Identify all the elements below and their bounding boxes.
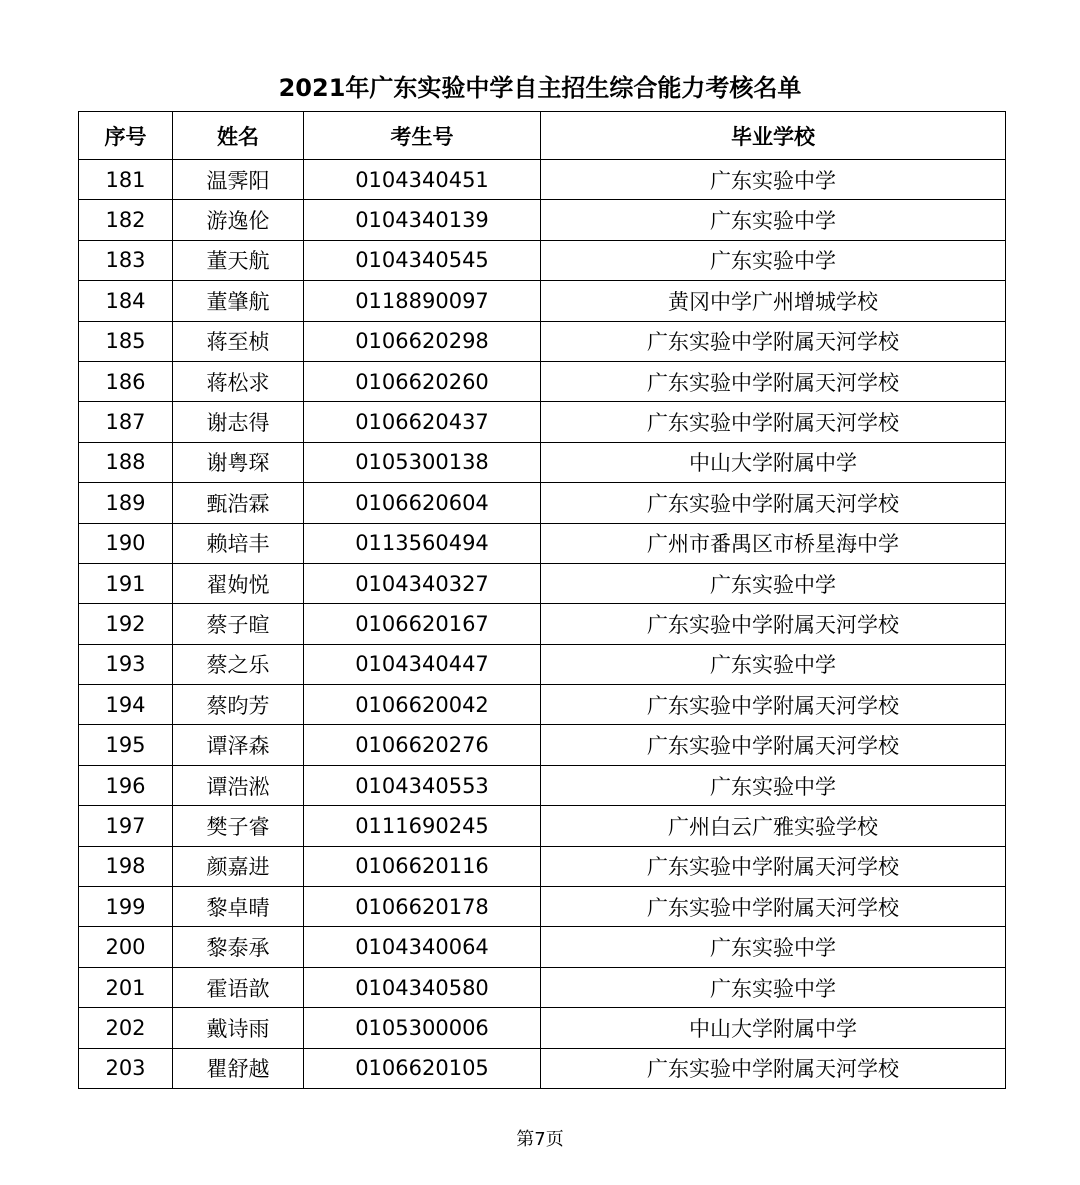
cell-seq: 193 bbox=[79, 644, 173, 684]
cell-exam-id: 0105300138 bbox=[304, 442, 541, 482]
cell-school: 广东实验中学 bbox=[541, 240, 1006, 280]
cell-name: 董天航 bbox=[173, 240, 304, 280]
cell-name: 瞿舒越 bbox=[173, 1048, 304, 1088]
table-row bbox=[79, 685, 1006, 725]
table-row bbox=[79, 402, 1006, 442]
table-row bbox=[79, 604, 1006, 644]
cell-seq: 188 bbox=[79, 442, 173, 482]
cell-exam-id: 0106620260 bbox=[304, 361, 541, 401]
table-row bbox=[79, 563, 1006, 603]
candidate-table bbox=[78, 111, 1006, 1089]
cell-name: 谭浩淞 bbox=[173, 765, 304, 805]
cell-seq: 182 bbox=[79, 200, 173, 240]
table-header-row bbox=[79, 112, 1006, 160]
cell-seq: 185 bbox=[79, 321, 173, 361]
cell-school: 广东实验中学附属天河学校 bbox=[541, 1048, 1006, 1088]
cell-seq: 203 bbox=[79, 1048, 173, 1088]
cell-exam-id: 0104340447 bbox=[304, 644, 541, 684]
cell-school: 广州市番禺区市桥星海中学 bbox=[541, 523, 1006, 563]
cell-seq: 192 bbox=[79, 604, 173, 644]
table-row bbox=[79, 240, 1006, 280]
cell-school: 黄冈中学广州增城学校 bbox=[541, 281, 1006, 321]
cell-exam-id: 0106620437 bbox=[304, 402, 541, 442]
cell-seq: 183 bbox=[79, 240, 173, 280]
cell-seq: 199 bbox=[79, 887, 173, 927]
table-row bbox=[79, 927, 1006, 967]
cell-name: 蒋松求 bbox=[173, 361, 304, 401]
cell-name: 蔡子暄 bbox=[173, 604, 304, 644]
cell-exam-id: 0104340545 bbox=[304, 240, 541, 280]
cell-school: 中山大学附属中学 bbox=[541, 442, 1006, 482]
cell-school: 广东实验中学附属天河学校 bbox=[541, 725, 1006, 765]
cell-school: 广东实验中学附属天河学校 bbox=[541, 685, 1006, 725]
cell-exam-id: 0104340553 bbox=[304, 765, 541, 805]
cell-exam-id: 0111690245 bbox=[304, 806, 541, 846]
table-row bbox=[79, 281, 1006, 321]
cell-exam-id: 0105300006 bbox=[304, 1008, 541, 1048]
document-title: 2021年广东实验中学自主招生综合能力考核名单 bbox=[278, 74, 802, 102]
cell-seq: 186 bbox=[79, 361, 173, 401]
cell-name: 谢志得 bbox=[173, 402, 304, 442]
cell-exam-id: 0113560494 bbox=[304, 523, 541, 563]
header-school: 毕业学校 bbox=[541, 112, 1006, 160]
cell-name: 霍语歆 bbox=[173, 967, 304, 1007]
table-row bbox=[79, 967, 1006, 1007]
cell-school: 广东实验中学 bbox=[541, 765, 1006, 805]
table-row bbox=[79, 806, 1006, 846]
cell-exam-id: 0104340580 bbox=[304, 967, 541, 1007]
cell-name: 赖培丰 bbox=[173, 523, 304, 563]
table-row bbox=[79, 725, 1006, 765]
cell-name: 黎泰承 bbox=[173, 927, 304, 967]
table-row bbox=[79, 321, 1006, 361]
table-row bbox=[79, 483, 1006, 523]
cell-seq: 194 bbox=[79, 685, 173, 725]
table-row bbox=[79, 200, 1006, 240]
cell-exam-id: 0104340327 bbox=[304, 563, 541, 603]
cell-seq: 201 bbox=[79, 967, 173, 1007]
cell-exam-id: 0106620276 bbox=[304, 725, 541, 765]
cell-seq: 191 bbox=[79, 563, 173, 603]
cell-school: 广东实验中学 bbox=[541, 200, 1006, 240]
cell-school: 广东实验中学附属天河学校 bbox=[541, 846, 1006, 886]
cell-name: 董肇航 bbox=[173, 281, 304, 321]
cell-school: 广东实验中学附属天河学校 bbox=[541, 887, 1006, 927]
cell-school: 广东实验中学 bbox=[541, 967, 1006, 1007]
cell-name: 游逸伦 bbox=[173, 200, 304, 240]
table-row bbox=[79, 1008, 1006, 1048]
table-row bbox=[79, 1048, 1006, 1088]
cell-seq: 189 bbox=[79, 483, 173, 523]
cell-name: 翟姁悦 bbox=[173, 563, 304, 603]
cell-exam-id: 0106620604 bbox=[304, 483, 541, 523]
cell-exam-id: 0104340064 bbox=[304, 927, 541, 967]
cell-name: 蔡之乐 bbox=[173, 644, 304, 684]
cell-exam-id: 0106620105 bbox=[304, 1048, 541, 1088]
cell-exam-id: 0104340451 bbox=[304, 160, 541, 200]
cell-school: 广东实验中学 bbox=[541, 927, 1006, 967]
cell-school: 广东实验中学附属天河学校 bbox=[541, 483, 1006, 523]
cell-name: 戴诗雨 bbox=[173, 1008, 304, 1048]
cell-school: 广东实验中学附属天河学校 bbox=[541, 402, 1006, 442]
cell-school: 广东实验中学 bbox=[541, 644, 1006, 684]
cell-school: 广东实验中学附属天河学校 bbox=[541, 361, 1006, 401]
table-row bbox=[79, 846, 1006, 886]
cell-school: 广东实验中学附属天河学校 bbox=[541, 604, 1006, 644]
cell-exam-id: 0118890097 bbox=[304, 281, 541, 321]
cell-name: 温霁阳 bbox=[173, 160, 304, 200]
cell-seq: 198 bbox=[79, 846, 173, 886]
table-row bbox=[79, 160, 1006, 200]
table-row bbox=[79, 523, 1006, 563]
cell-school: 广东实验中学附属天河学校 bbox=[541, 321, 1006, 361]
cell-exam-id: 0106620042 bbox=[304, 685, 541, 725]
cell-name: 谭泽森 bbox=[173, 725, 304, 765]
cell-name: 谢粤琛 bbox=[173, 442, 304, 482]
cell-name: 甄浩霖 bbox=[173, 483, 304, 523]
cell-name: 蒋至桢 bbox=[173, 321, 304, 361]
table-row bbox=[79, 765, 1006, 805]
cell-seq: 187 bbox=[79, 402, 173, 442]
cell-school: 广东实验中学 bbox=[541, 563, 1006, 603]
cell-seq: 195 bbox=[79, 725, 173, 765]
cell-school: 中山大学附属中学 bbox=[541, 1008, 1006, 1048]
page-number: 第7页 bbox=[516, 1129, 564, 1150]
table-row bbox=[79, 442, 1006, 482]
cell-name: 蔡昀芳 bbox=[173, 685, 304, 725]
cell-exam-id: 0106620178 bbox=[304, 887, 541, 927]
header-name: 姓名 bbox=[173, 112, 304, 160]
table-row bbox=[79, 361, 1006, 401]
cell-exam-id: 0106620298 bbox=[304, 321, 541, 361]
cell-seq: 200 bbox=[79, 927, 173, 967]
cell-seq: 184 bbox=[79, 281, 173, 321]
cell-name: 黎卓晴 bbox=[173, 887, 304, 927]
cell-name: 樊子睿 bbox=[173, 806, 304, 846]
header-seq: 序号 bbox=[79, 112, 173, 160]
cell-seq: 197 bbox=[79, 806, 173, 846]
cell-school: 广东实验中学 bbox=[541, 160, 1006, 200]
table-body bbox=[79, 160, 1006, 1089]
header-exam-id: 考生号 bbox=[304, 112, 541, 160]
cell-seq: 196 bbox=[79, 765, 173, 805]
cell-seq: 190 bbox=[79, 523, 173, 563]
table-row bbox=[79, 644, 1006, 684]
cell-exam-id: 0104340139 bbox=[304, 200, 541, 240]
cell-seq: 181 bbox=[79, 160, 173, 200]
table-row bbox=[79, 887, 1006, 927]
cell-exam-id: 0106620167 bbox=[304, 604, 541, 644]
cell-exam-id: 0106620116 bbox=[304, 846, 541, 886]
cell-school: 广州白云广雅实验学校 bbox=[541, 806, 1006, 846]
cell-name: 颜嘉进 bbox=[173, 846, 304, 886]
cell-seq: 202 bbox=[79, 1008, 173, 1048]
